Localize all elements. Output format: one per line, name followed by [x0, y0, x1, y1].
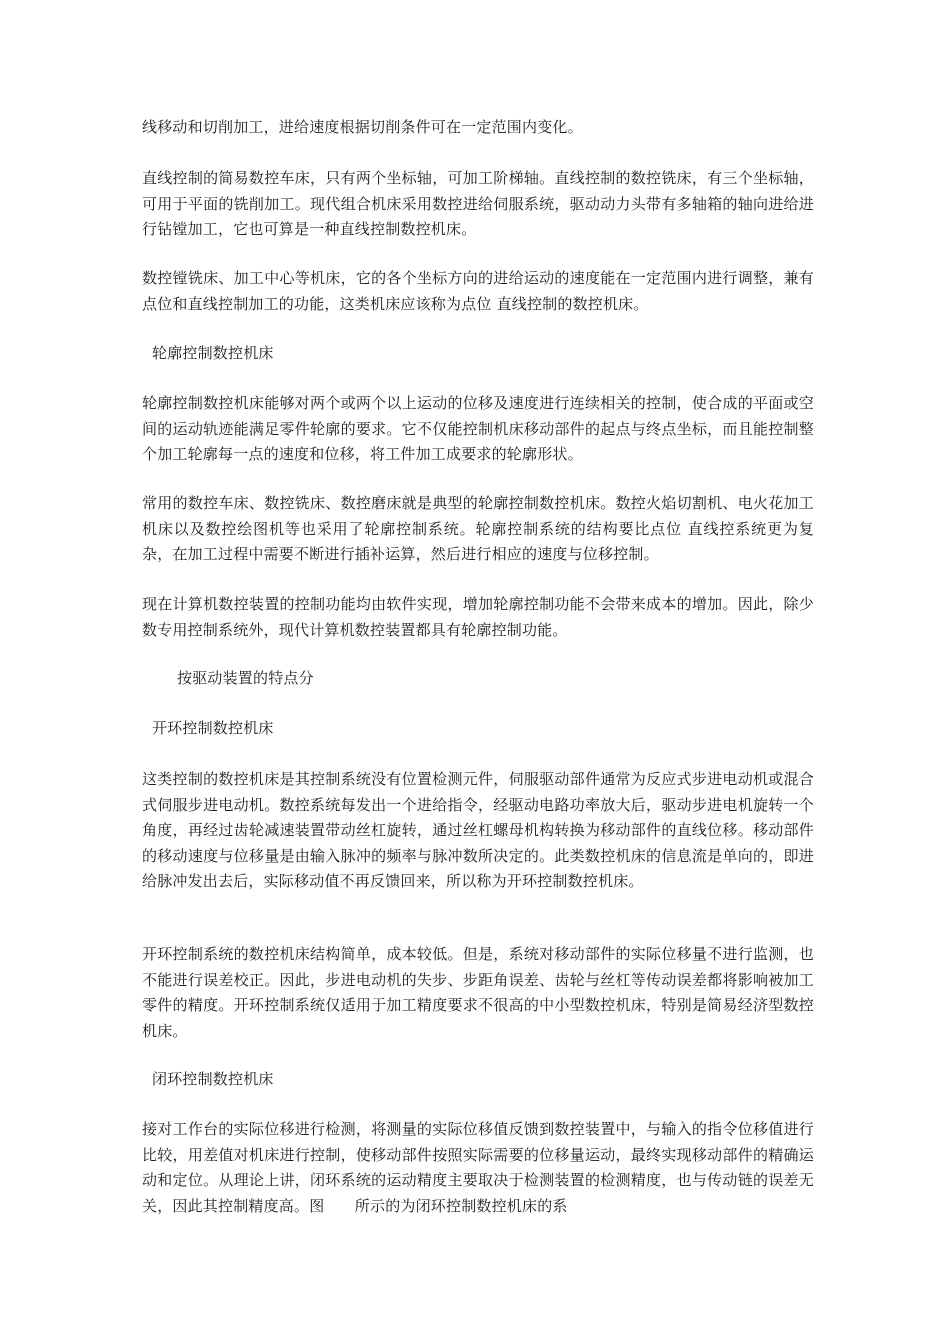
- heading-contour-control: 轮廓控制数控机床: [152, 344, 274, 362]
- paragraph-contour-examples: 常用的数控车床、数控铣床、数控磨床就是典型的轮廓控制数控机床。数控火焰切割机、电火花加工机床以及数控绘图机等也采用了轮廓控制系统。轮廓控制系统的结构要比点位 直线控系统更为复杂，在加工过程中需要不断进行插补运算，然后进行相应的速度与位移控制。: [142, 494, 814, 563]
- paragraph-point-linear: 数控镗铣床、加工中心等机床，它的各个坐标方向的进给运动的速度能在一定范围内进行调整，兼有点位和直线控制加工的功能，这类机床应该称为点位 直线控制的数控机床。: [142, 269, 814, 313]
- paragraph-contour-description: 轮廓控制数控机床能够对两个或两个以上运动的位移及速度进行连续相关的控制，使合成的平面或空间的运动轨迹能满足零件轮廓的要求。它不仅能控制机床移动部件的起点与终点坐标，而且能控制整个加工轮廓每一点的速度和位移，将工件加工成要求的轮廓形状。: [142, 394, 814, 463]
- paragraph-feed-speed: 线移动和切削加工，进给速度根据切削条件可在一定范围内变化。: [142, 118, 583, 136]
- paragraph-linear-control: 直线控制的简易数控车床，只有两个坐标轴，可加工阶梯轴。直线控制的数控铣床，有三个坐标轴，可用于平面的铣削加工。现代组合机床采用数控进给伺服系统，驱动动力头带有多轴箱的轴向进给进行钻镗加工，它也可算是一种直线控制数控机床。: [142, 169, 814, 238]
- heading-closed-loop: 闭环控制数控机床: [152, 1070, 274, 1088]
- paragraph-software-control: 现在计算机数控装置的控制功能均由软件实现，增加轮廓控制功能不会带来成本的增加。因此，除少数专用控制系统外，现代计算机数控装置都具有轮廓控制功能。: [142, 595, 814, 639]
- heading-by-drive: 按驱动装置的特点分: [177, 669, 314, 687]
- paragraph-open-loop-pros-cons: 开环控制系统的数控机床结构简单，成本较低。但是，系统对移动部件的实际位移量不进行监测，也不能进行误差校正。因此，步进电动机的失步、步距角误差、齿轮与丝杠等传动误差都将影响被加工零件的精度。开环控制系统仅适用于加工精度要求不很高的中小型数控机床，特别是简易经济型数控机床。: [142, 945, 814, 1040]
- heading-open-loop: 开环控制数控机床: [152, 719, 274, 737]
- paragraph-open-loop-description: 这类控制的数控机床是其控制系统没有位置检测元件，伺服驱动部件通常为反应式步进电动机或混合式伺服步进电动机。数控系统每发出一个进给指令，经驱动电路功率放大后，驱动步进电机旋转一个角度，再经过齿轮减速装置带动丝杠旋转，通过丝杠螺母机构转换为移动部件的直线位移。移动部件的移动速度与位移量是由输入脉冲的频率与脉冲数所决定的。此类数控机床的信息流是单向的，即进给脉冲发出去后，实际移动值不再反馈回来，所以称为开环控制数控机床。: [142, 770, 814, 890]
- paragraph-closed-loop-description: 接对工作台的实际位移进行检测，将测量的实际位移值反馈到数控装置中，与输入的指令位移值进行比较，用差值对机床进行控制，使移动部件按照实际需要的位移量运动，最终实现移动部件的精确运动和定位。从理论上讲，闭环系统的运动精度主要取决于检测装置的检测精度，也与传动链的误差无关，因此其控制精度高。图 所示的为闭环控制数控机床的系: [142, 1120, 814, 1215]
